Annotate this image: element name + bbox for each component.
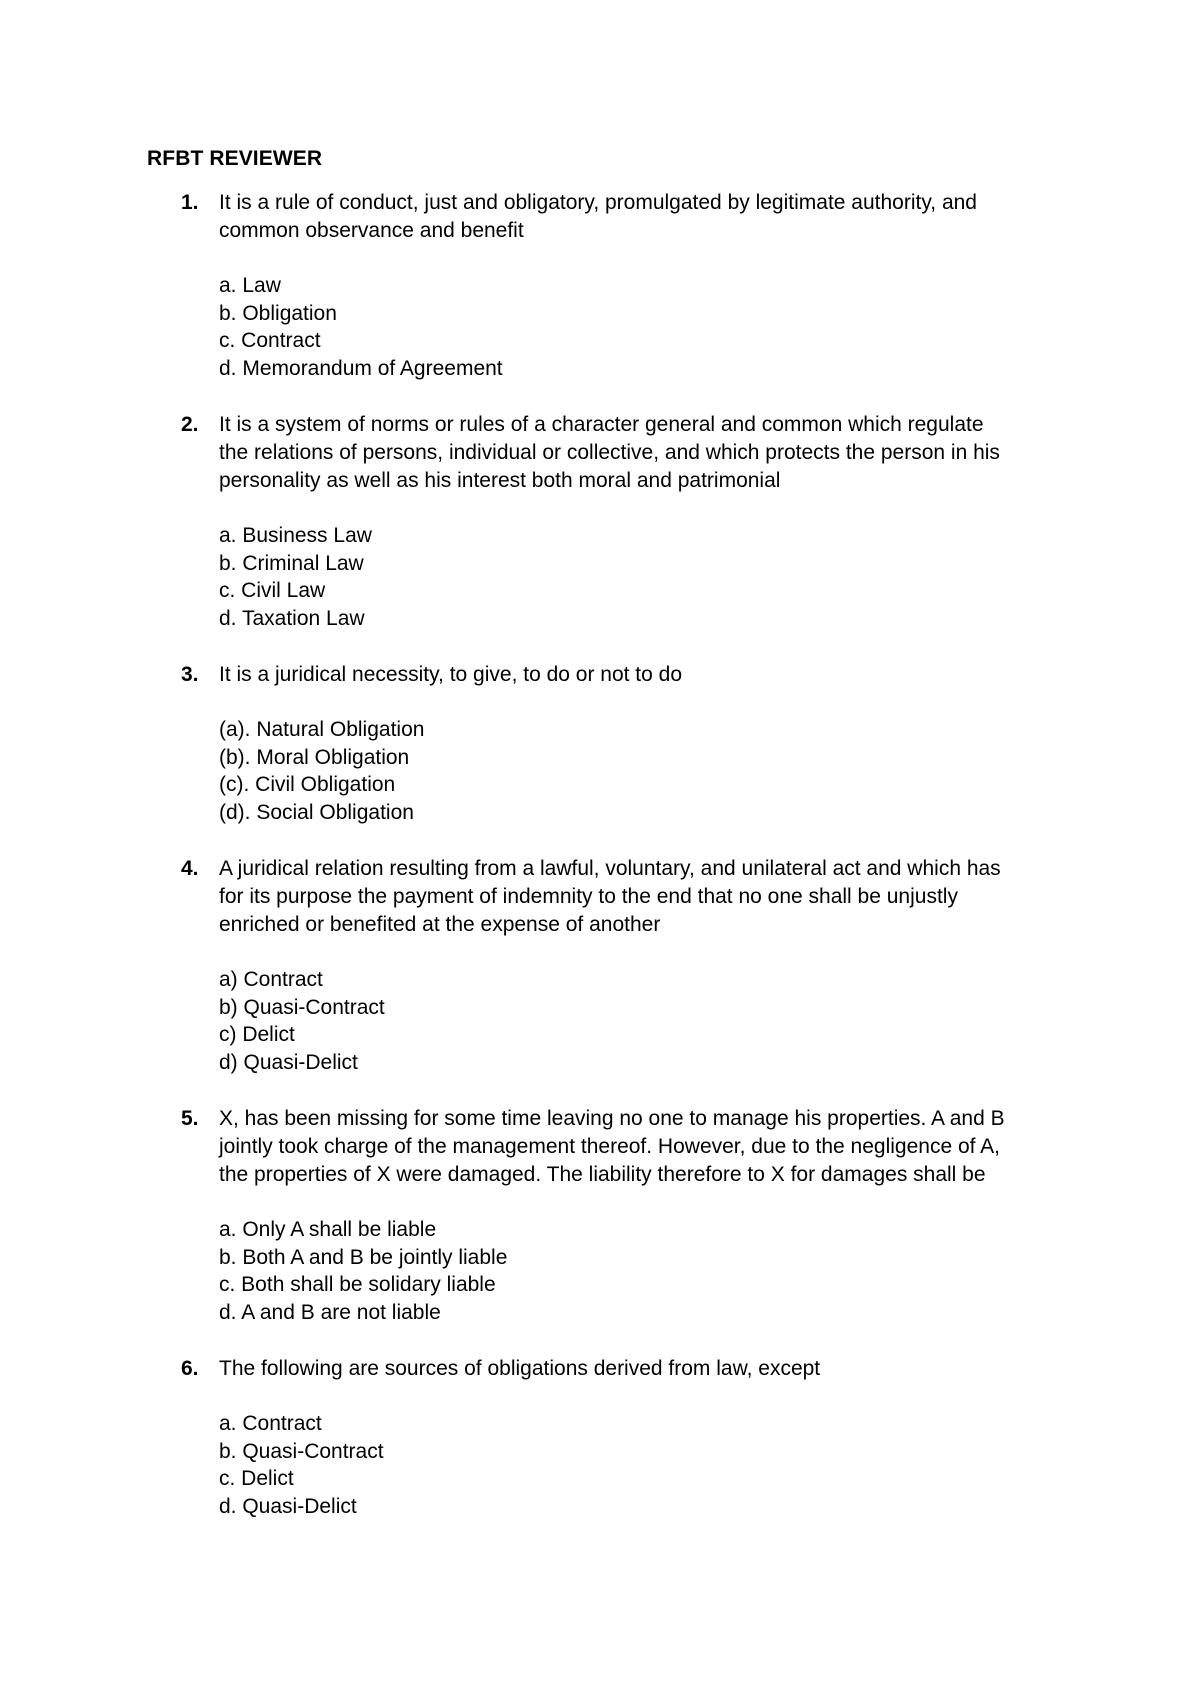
answer-option: b. Both A and B be jointly liable <box>219 1245 508 1269</box>
answer-option: a. Only A shall be liable <box>219 1218 437 1241</box>
answer-option: (c). Civil Obligation <box>219 773 396 797</box>
question-number: 1. <box>181 191 199 214</box>
answer-option: c. Both shall be solidary liable <box>219 1273 496 1297</box>
answer-options <box>219 966 385 1077</box>
question-text: It is a juridical necessity, to give, to do or not to do <box>219 663 683 686</box>
answer-option: d. Taxation Law <box>219 607 365 631</box>
answer-options <box>219 522 372 633</box>
question-text: X, has been missing for some time leaving no one to manage his properties. A and B jointly took charge of the management thereof. However, due to the negligence of A, the properties of X were damaged. The liability therefore to X for damages shall be <box>219 1107 1005 1186</box>
answer-option: c) Delict <box>219 1023 295 1047</box>
answer-options <box>219 716 424 827</box>
answer-option: d. Quasi-Delict <box>219 1495 357 1519</box>
answer-option: c. Contract <box>219 329 321 353</box>
question-number: 6. <box>181 1357 199 1380</box>
answer-option: (d). Social Obligation <box>219 801 414 825</box>
question-number: 4. <box>181 857 199 880</box>
answer-options <box>219 272 503 383</box>
question-number: 2. <box>181 413 199 436</box>
question-number: 3. <box>181 663 199 686</box>
answer-option: a. Business Law <box>219 524 372 547</box>
answer-option: (b). Moral Obligation <box>219 745 410 769</box>
answer-option: c. Delict <box>219 1467 294 1491</box>
question-text: It is a rule of conduct, just and obligatory, promulgated by legitimate authority, and common observance and benefit <box>219 191 977 242</box>
answer-option: b. Criminal Law <box>219 551 364 575</box>
question-text: The following are sources of obligations derived from law, except <box>219 1357 821 1380</box>
answer-option: b. Obligation <box>219 301 337 325</box>
answer-option: a) Contract <box>219 968 323 991</box>
question-text: A juridical relation resulting from a lawful, voluntary, and unilateral act and which has for its purpose the payment of indemnity to the end that no one shall be unjustly enriched or benefited at the expense of another <box>219 857 1001 936</box>
question-text: It is a system of norms or rules of a character general and common which regulate the relations of persons, individual or collective, and which protects the person in his personality as well as his interest both moral and patrimonial <box>219 413 1000 492</box>
answer-option: d) Quasi-Delict <box>219 1051 358 1075</box>
answer-option: c. Civil Law <box>219 579 326 603</box>
answer-option: a. Contract <box>219 1412 322 1435</box>
answer-option: b. Quasi-Contract <box>219 1439 384 1463</box>
answer-option: a. Law <box>219 274 281 297</box>
answer-option: d. A and B are not liable <box>219 1301 441 1325</box>
document-title: RFBT REVIEWER <box>147 147 323 170</box>
question-number: 5. <box>181 1107 199 1130</box>
answer-options <box>219 1410 384 1521</box>
answer-options <box>219 1216 507 1327</box>
answer-option: b) Quasi-Contract <box>219 995 385 1019</box>
answer-option: (a). Natural Obligation <box>219 718 425 741</box>
answer-option: d. Memorandum of Agreement <box>219 357 503 381</box>
